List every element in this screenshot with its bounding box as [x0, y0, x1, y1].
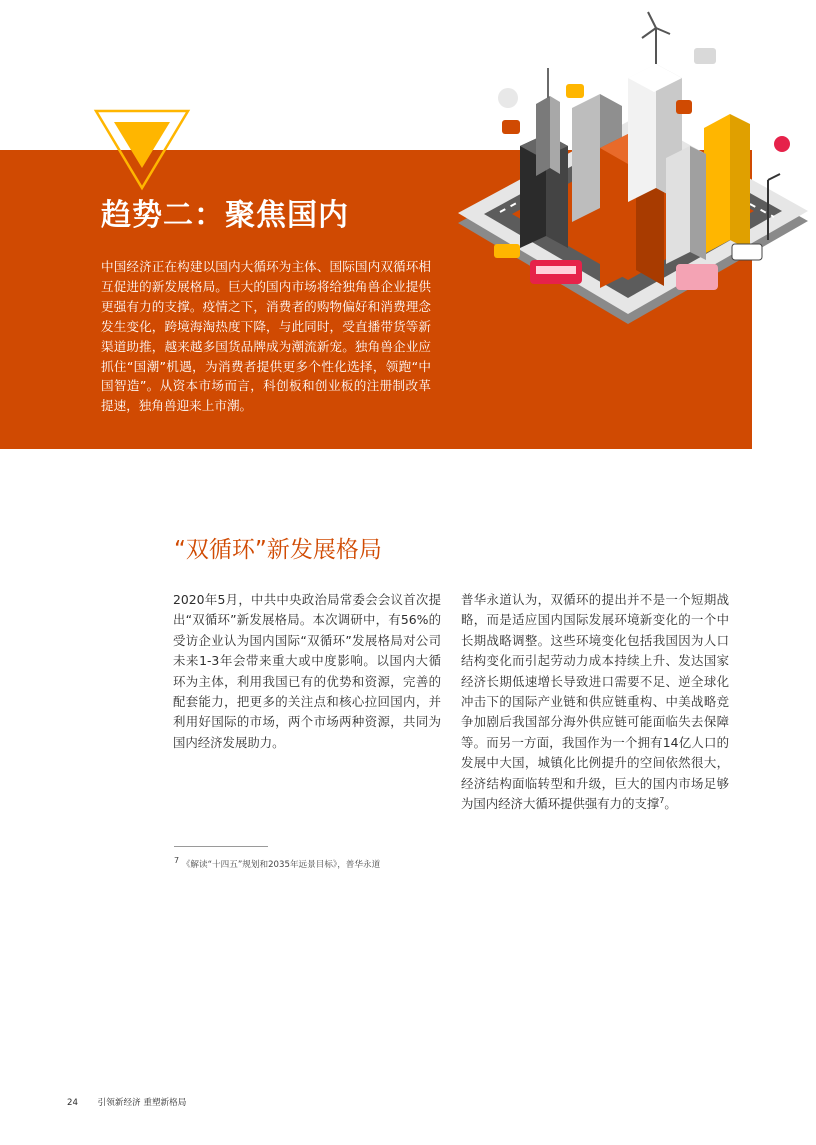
isometric-city-icon	[450, 8, 816, 338]
footnote	[174, 858, 380, 870]
trend-intro	[101, 257, 431, 416]
page-footer	[67, 1096, 186, 1108]
left-column	[173, 590, 441, 753]
footnote-number: 7	[174, 856, 180, 866]
footnote-divider	[174, 846, 268, 847]
footer-title: 引领新经济 重塑新格局	[97, 1098, 187, 1108]
trend-title: 趋势二：聚焦国内	[101, 198, 349, 233]
right-paragraph: 普华永道认为，双循环的提出并不是一个短期战略，而是适应国内国际发展环境新变化的一个中长期战略调整。这些环境变化包括我国因为人口结构变化而引起劳动力成本持续上升、发达国家经济长期低速增长导致进口需要不足、逆全球化冲击下的国际产业链和供应链重构、中美战略竞争加剧后我国部分海外供应链可能面临失去保障等。而另一方面，我国作为一个拥有14亿人口的发展中大国，城镇化比例提升的空间依然很大，经济结构面临转型和升级，巨大的国内市场足够为国内经济大循环提供强有力的支撑$^7$。	[461, 592, 729, 812]
footnote-text: 《解读“十四五”规划和2035年远景目标》，普华永道	[181, 860, 381, 870]
page-number: 24	[67, 1098, 78, 1108]
footnote-ref[interactable]: 7	[659, 795, 665, 805]
trend-intro-text: 中国经济正在构建以国内大循环为主体、国际国内双循环相互促进的新发展格局。巨大的国内市场将给独角兽企业提供更强有力的支撑。疫情之下，消费者的购物偏好和消费理念发生变化，跨境海淘热度下降，与此同时，受直播带货等新渠道助推，越来越多国货品牌成为潮流新宠。独角兽企业应抓住“国潮”机遇，为消费者提供更多个性化选择，领跑“中国智造”。从资本市场而言，科创板和创业板的注册制改革提速，独角兽迎来上市潮。	[101, 259, 431, 414]
section-title: “双循环”新发展格局	[174, 537, 382, 563]
left-paragraph: 2020年5月，中共中央政治局常委会会议首次提出“双循环”新发展格局。本次调研中，有56%的受访企业认为国内国际“双循环”发展格局对公司未来1-3年会带来重大或中度影响。以国内大循环为主体，利用我国已有的优势和资源，完善的配套能力，把更多的关注点和核心拉回国内，并利用好国际的市场，两个市场两种资源，共同为国内经济发展助力。	[173, 592, 441, 750]
right-paragraph-text: 普华永道认为，双循环的提出并不是一个短期战略，而是适应国内国际发展环境新变化的一个中长期战略调整。这些环境变化包括我国因为人口结构变化而引起劳动力成本持续上升、发达国家经济长期低速增长导致进口需要不足、逆全球化冲击下的国际产业链和供应链重构、中美战略竞争加剧后我国部分海外供应链可能面临失去保障等。而另一方面，我国作为一个拥有14亿人口的发展中大国，城镇化比例提升的空间依然很大，经济结构面临转型和升级，巨大的国内市场足够为国内经济大循环提供强有力的支撑	[461, 592, 729, 812]
triangle-decor-icon	[92, 108, 192, 192]
right-column	[461, 590, 729, 814]
